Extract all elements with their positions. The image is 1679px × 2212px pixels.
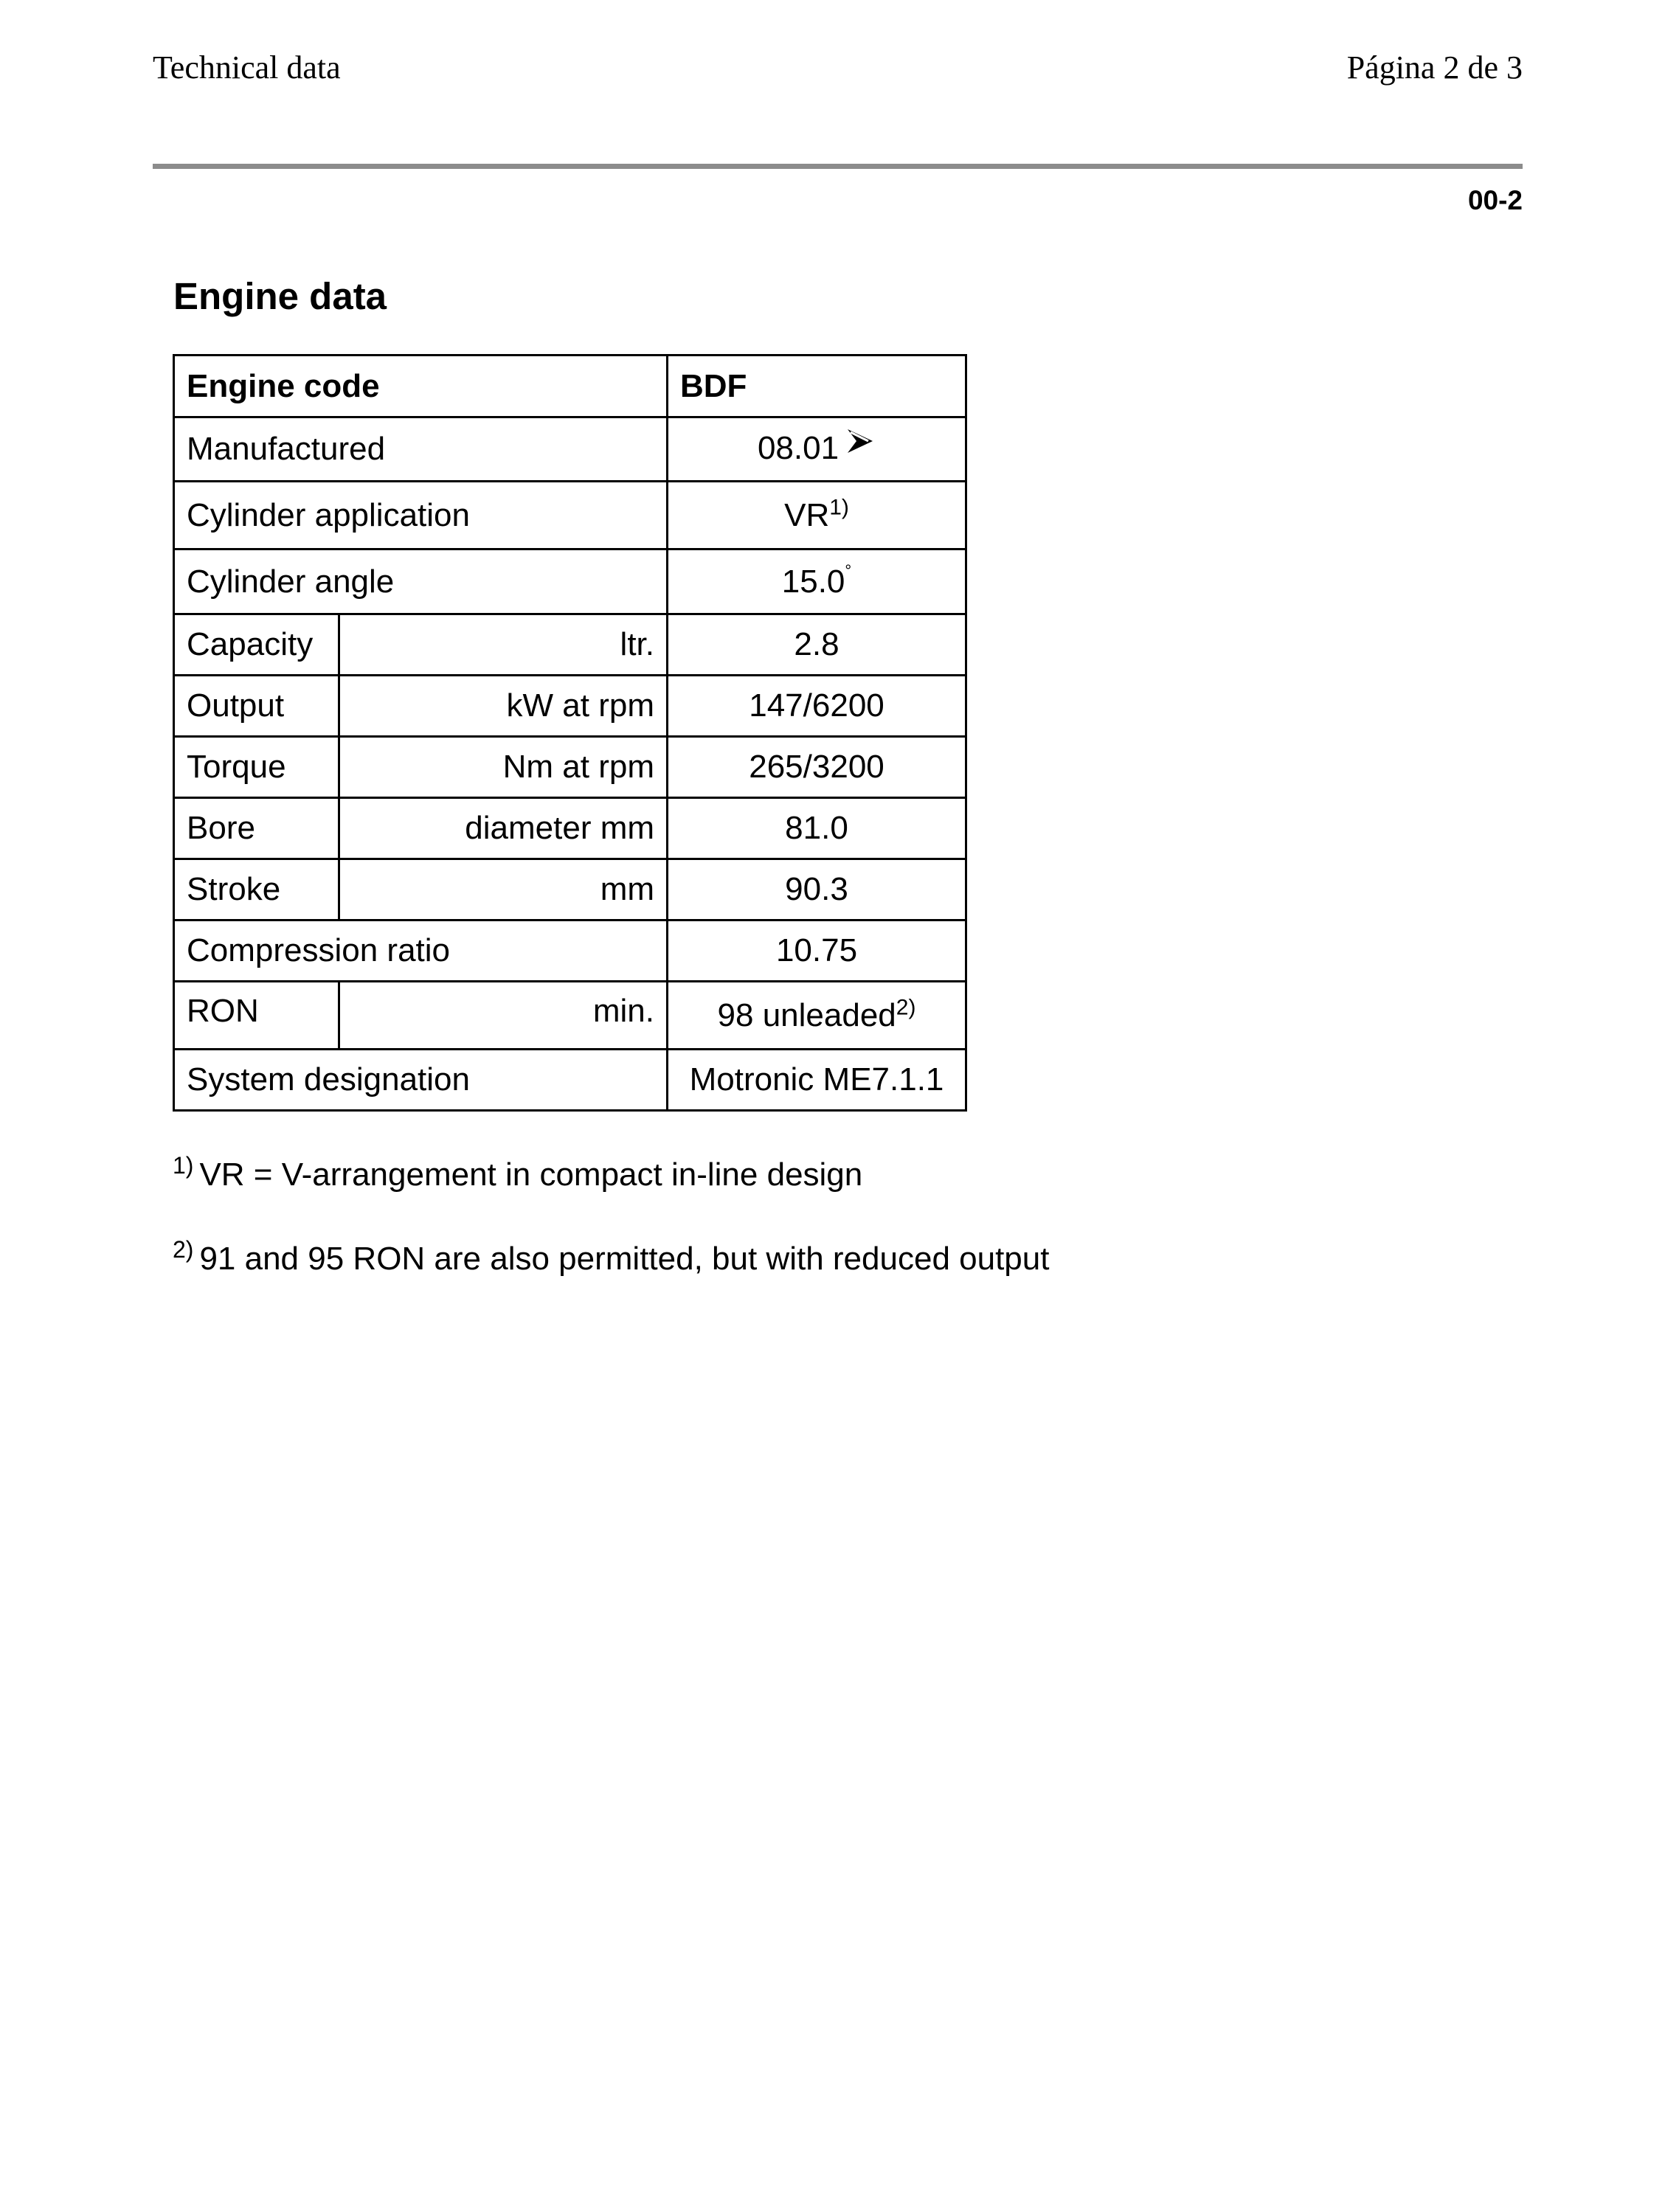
header-rule (153, 164, 1523, 169)
row-value (668, 482, 966, 549)
arrow-right-icon (845, 426, 876, 464)
row-value: 2.8 (668, 614, 966, 676)
row-unit: mm (339, 859, 668, 920)
page-number: Página 2 de 3 (1346, 49, 1523, 86)
row-unit: min. (339, 982, 668, 1050)
document-code: 00-2 (1467, 185, 1523, 215)
row-label: Bore (174, 798, 339, 859)
table-row (174, 920, 966, 982)
header-label: Engine code (174, 356, 668, 417)
footnote-text: 91 and 95 RON are also permitted, but with reduced output (199, 1241, 1050, 1277)
table-row (174, 1050, 966, 1111)
engine-data-table (173, 354, 967, 1112)
footnote-ref: 1) (829, 494, 849, 519)
row-value: Motronic ME7.1.1 (668, 1050, 966, 1111)
row-label: Compression ratio (174, 920, 668, 982)
row-label: Output (174, 676, 339, 737)
value-text: 15.0 (781, 563, 845, 600)
row-unit: ltr. (339, 614, 668, 676)
table-header-row (174, 356, 966, 417)
footnote-mark: 2) (173, 1236, 194, 1263)
footnote-text: VR = V-arrangement in compact in-line design (199, 1157, 863, 1193)
row-label: System designation (174, 1050, 668, 1111)
row-label: Stroke (174, 859, 339, 920)
row-label: Cylinder application (174, 482, 668, 549)
row-value (668, 417, 966, 482)
table-row (174, 859, 966, 920)
row-value (668, 549, 966, 614)
section-title: Engine data (173, 275, 387, 317)
row-unit: kW at rpm (339, 676, 668, 737)
row-value (668, 982, 966, 1050)
row-value: 10.75 (668, 920, 966, 982)
footnote-mark: 1) (173, 1152, 194, 1179)
footnote-1 (173, 1154, 862, 1196)
row-label: Cylinder angle (174, 549, 668, 614)
header-title: Technical data (153, 49, 341, 86)
row-unit: diameter mm (339, 798, 668, 859)
row-value: 90.3 (668, 859, 966, 920)
row-value: 265/3200 (668, 737, 966, 798)
table-row (174, 482, 966, 549)
row-label: Manufactured (174, 417, 668, 482)
value-text: 98 unleaded (717, 996, 896, 1033)
row-label: RON (174, 982, 339, 1050)
header-value: BDF (668, 356, 966, 417)
row-label: Capacity (174, 614, 339, 676)
row-value: 81.0 (668, 798, 966, 859)
table-row (174, 614, 966, 676)
degree-symbol: ° (845, 561, 852, 580)
value-text: 08.01 (757, 429, 840, 466)
row-label: Torque (174, 737, 339, 798)
table-row (174, 549, 966, 614)
row-value: 147/6200 (668, 676, 966, 737)
footnote-2 (173, 1238, 1049, 1280)
table-row (174, 982, 966, 1050)
value-text: VR (784, 496, 830, 533)
row-unit: Nm at rpm (339, 737, 668, 798)
table-row (174, 798, 966, 859)
table-row (174, 737, 966, 798)
table-row (174, 676, 966, 737)
footnote-ref: 2) (896, 994, 916, 1019)
table-row (174, 417, 966, 482)
